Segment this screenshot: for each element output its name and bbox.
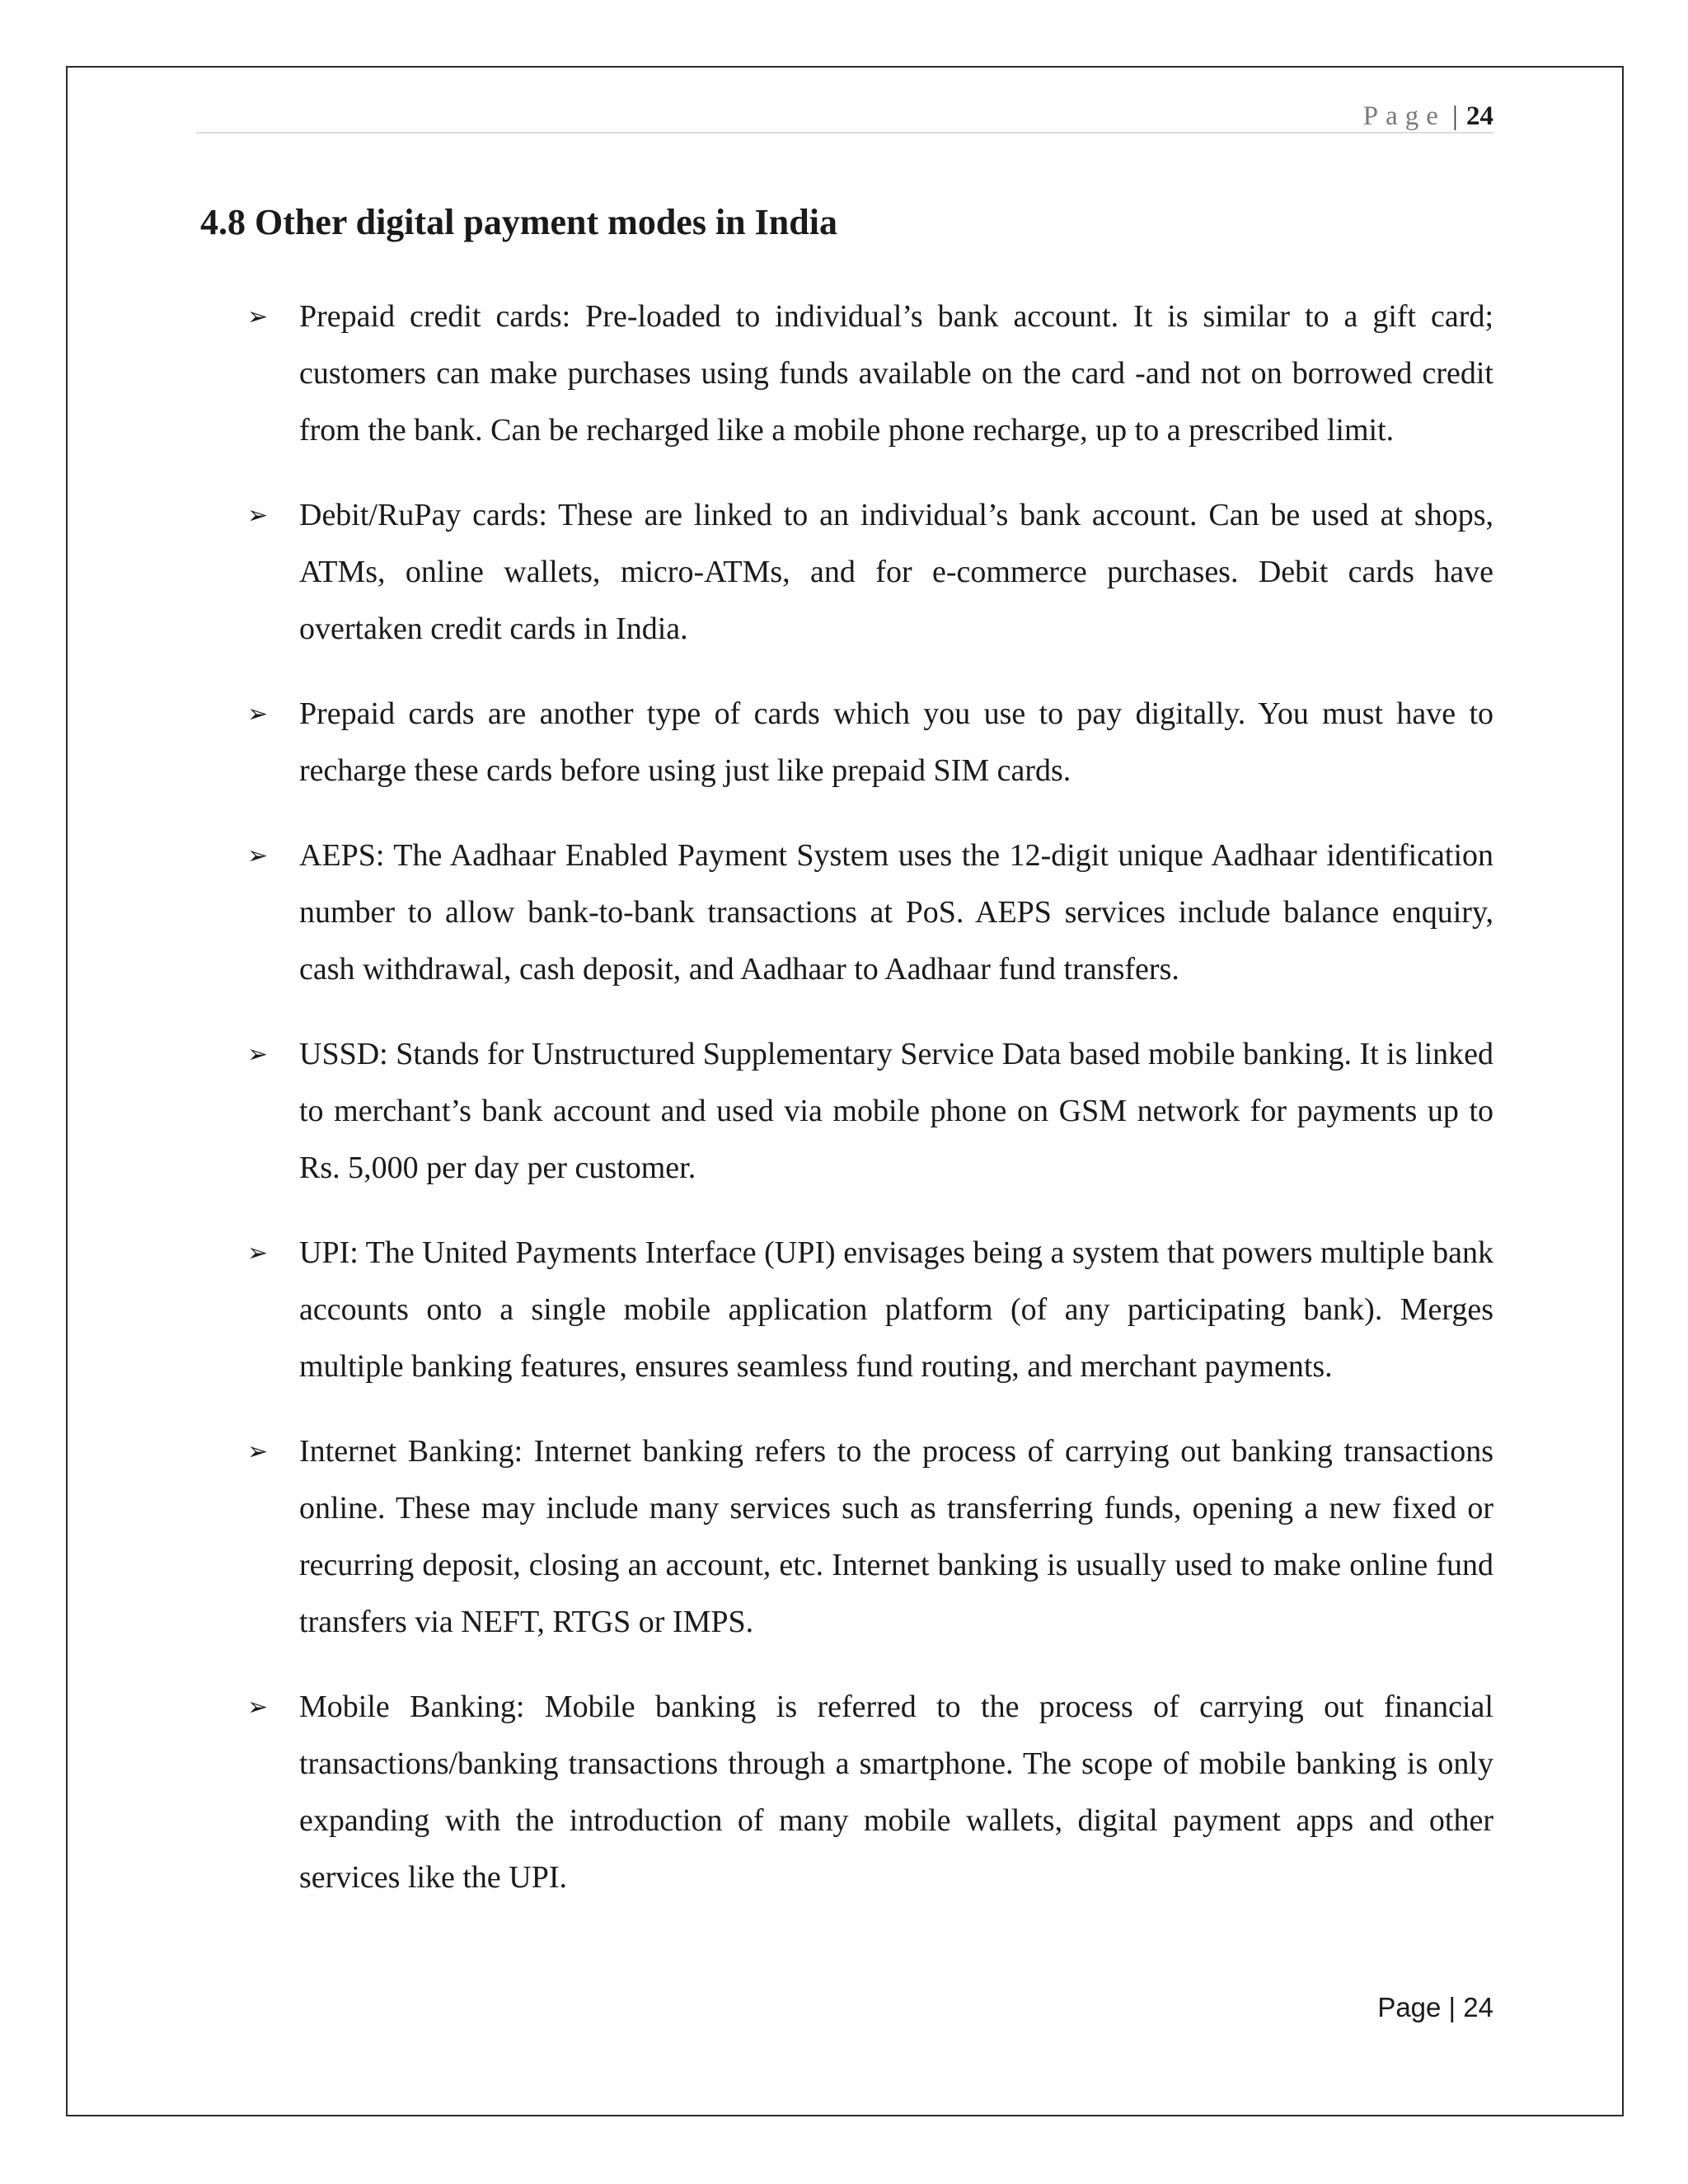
arrow-bullet-icon: ➢: [247, 1693, 269, 1722]
bullet-text: Internet Banking: Internet banking refers to the process of carrying out banking transactions online. These may include many services such as transferring funds, opening a new fixed or recurring deposit, closing an account, etc. Internet banking is usually used to make online fund transfers via NEFT, RTGS or IMPS.: [299, 1434, 1493, 1639]
bullet-item-upi: [247, 1225, 1493, 1395]
bullet-text: AEPS: The Aadhaar Enabled Payment System uses the 12-digit unique Aadhaar identification number to allow bank-to-bank transactions at PoS. AEPS services include balance enquiry, cash withdrawal, cash deposit, and Aadhaar to Aadhaar fund transfers.: [299, 838, 1493, 987]
bullet-text: Mobile Banking: Mobile banking is referred to the process of carrying out financial transactions/banking transactions through a smartphone. The scope of mobile banking is only expanding with the introduction of many mobile wallets, digital payment apps and other services like the UPI.: [299, 1690, 1493, 1895]
bullet-text: Prepaid credit cards: Pre-loaded to individual’s bank account. It is similar to a gift card; customers can make purchases using funds available on the card -and not on borrowed credit from the bank. Can be recharged like a mobile phone recharge, up to a prescribed limit.: [299, 299, 1493, 448]
bullet-list: [247, 288, 1493, 1934]
bullet-text: Prepaid cards are another type of cards which you use to pay digitally. You must have to recharge these cards before using just like prepaid SIM cards.: [299, 696, 1493, 788]
section-title: 4.8 Other digital payment modes in India: [200, 202, 837, 242]
arrow-bullet-icon: ➢: [247, 1239, 269, 1268]
bullet-item-internet-banking: [247, 1423, 1493, 1651]
header-page-label: Page: [1362, 101, 1446, 131]
page-header: [196, 99, 1493, 134]
bullet-text: USSD: Stands for Unstructured Supplementary Service Data based mobile banking. It is linked to merchant’s bank account and used via mobile phone on GSM network for payments up to Rs. 5,000 per day per customer.: [299, 1037, 1494, 1185]
bullet-item-ussd: [247, 1026, 1493, 1197]
arrow-bullet-icon: ➢: [247, 841, 269, 870]
bullet-text: UPI: The United Payments Interface (UPI) envisages being a system that powers multiple bank accounts onto a single mobile application platform (of any participating bank). Merges multiple banking features, ensures seamless fund routing, and merchant payments.: [299, 1235, 1493, 1384]
header-page-number: 24: [1466, 101, 1493, 131]
page-footer: Page | 24: [1377, 1992, 1493, 2022]
bullet-text: Debit/RuPay cards: These are linked to an individual’s bank account. Can be used at shops, ATMs, online wallets, micro-ATMs, and for e-commerce purchases. Debit cards have overtaken credit cards in India.: [299, 498, 1493, 646]
arrow-bullet-icon: ➢: [247, 1437, 269, 1466]
bullet-item-debit-rupay-cards: [247, 487, 1493, 658]
bullet-item-mobile-banking: [247, 1679, 1493, 1906]
bullet-item-prepaid-credit-cards: [247, 288, 1493, 459]
arrow-bullet-icon: ➢: [247, 1040, 269, 1069]
header-separator: |: [1452, 101, 1458, 131]
bullet-item-prepaid-cards: [247, 686, 1493, 799]
arrow-bullet-icon: ➢: [247, 501, 269, 530]
arrow-bullet-icon: ➢: [247, 302, 269, 331]
arrow-bullet-icon: ➢: [247, 700, 269, 729]
bullet-item-aeps: [247, 827, 1493, 998]
